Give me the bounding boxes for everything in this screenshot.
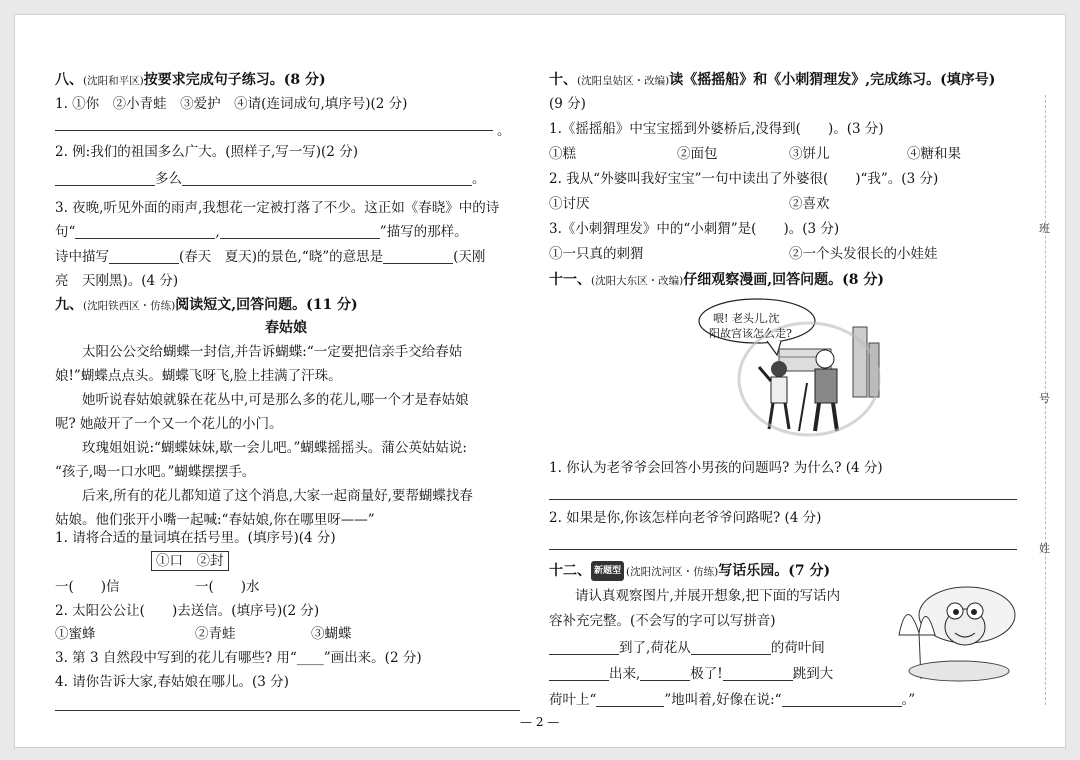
story-p4b: 姑娘。他们张开小嘴一起喊:“春姑娘,你在哪里呀——” [55,512,375,528]
answer-line[interactable] [549,549,1017,550]
right-column [549,15,1019,747]
section-10-title [549,71,995,90]
s9-q1: 1. 请将合适的量词填在括号里。(填序号)(4 分) [55,530,336,546]
s10-q2: 2. 我从“外婆叫我好宝宝”一句中读出了外婆很( )“我”。(3 分) [549,171,939,187]
section-number: 十、 [549,72,577,88]
answer-line[interactable] [55,710,520,711]
side-mark-3: 姓 [1039,542,1050,555]
section-heading: 仔细观察漫画,回答问题。(8 分) [683,272,884,288]
s10-q2-o2: ②喜欢 [789,196,830,212]
blank[interactable] [691,641,771,655]
s10-q1-o3: ③饼儿 [789,146,830,162]
text: (天刚 [453,249,486,265]
story-p4a: 后来,所有的花儿都知道了这个消息,大家一起商量好,要帮蝴蝶找春 [82,488,473,504]
source-tag: (沈阳和平区) [83,75,144,87]
s12-line-5 [549,691,915,709]
text: 极了! [690,666,723,682]
blank[interactable] [182,172,472,186]
section-heading: 阅读短文,回答问题。(11 分) [175,297,358,313]
s9-q4: 4. 请你告诉大家,春姑娘在哪儿。(3 分) [55,674,289,690]
answer-line[interactable] [55,130,493,131]
s8-q3-line-b [55,223,468,241]
s9-q2-option-1: ①蜜蜂 [55,626,96,642]
blank[interactable] [596,693,664,707]
text: 句“ [55,224,76,240]
text: 跳到大 [792,666,834,682]
story-title: 春姑娘 [265,320,307,336]
s8-q1: 1. ①你 ②小青蛙 ③爱护 ④请(连词成句,填序号)(2 分) [55,96,408,112]
blank[interactable] [723,667,793,681]
s10-q1-o2: ②面包 [677,146,718,162]
section-heading: 读《摇摇船》和《小刺猬理发》,完成练习。(填序号) [669,72,996,88]
section-11-title [549,271,884,290]
fill-word: 多么 [155,171,182,187]
text: ”地叫着,好像在说:“ [664,692,782,708]
new-type-badge: 新题型 [591,561,624,581]
section-12-title [549,561,830,581]
blank[interactable] [75,225,215,239]
s10-q3-o1: ①一只真的刺猬 [549,246,644,262]
section-number: 十二、 [549,563,591,579]
speech-line-1: 喂! 老头儿,沈 [713,312,780,325]
source-tag: (沈阳大东区・改编) [591,275,684,287]
s10-q3: 3.《小刺猬理发》中的“小刺猬”是( )。(3 分) [549,221,840,237]
s8-q2-fill: 多么 。 [55,170,486,188]
s10-q1: 1.《摇摇船》中宝宝摇到外婆桥后,没得到( )。(3 分) [549,121,884,137]
s9-q1-fill-a[interactable]: 一( )信 [55,579,120,595]
options-box: ①口 ②封 [151,551,229,571]
left-column [55,15,525,747]
period: 。 [497,123,511,139]
text: , [215,224,220,240]
text: 的荷叶间 [770,640,825,656]
section-heading: 写话乐园。(7 分) [718,563,831,579]
s10-score: (9 分) [549,96,586,112]
blank[interactable] [383,250,453,264]
s12-line-4 [549,665,833,683]
s12-line-1: 请认真观察图片,并展开想象,把下面的写话内 [575,588,841,604]
side-mark-2: 号 [1039,392,1050,405]
blank[interactable] [549,641,619,655]
s8-q2: 2. 例:我们的祖国多么广大。(照样子,写一写)(2 分) [55,144,358,160]
text: 诗中描写 [55,249,109,265]
story-p3b: “孩子,喝一口水吧。”蝴蝶摆摆手。 [55,464,256,480]
answer-line[interactable] [549,499,1017,500]
text: 到了,荷花从 [619,640,691,656]
blank[interactable] [220,225,380,239]
source-tag: (沈阳沈河区・仿练) [626,566,719,578]
blank[interactable] [782,693,902,707]
blank[interactable] [55,172,155,186]
s9-q3: 3. 第 3 自然段中写到的花儿有哪些? 用“____”画出来。(2 分) [55,650,422,666]
s10-q1-o1: ①糕 [549,146,576,162]
s11-q1: 1. 你认为老爷爷会回答小男孩的问题吗? 为什么? (4 分) [549,460,883,476]
text: 出来, [609,666,641,682]
s8-q3-line-d: 亮 天刚黑)。(4 分) [55,273,179,289]
section-9-title [55,296,358,315]
section-heading: 按要求完成句子练习。(8 分) [143,72,326,88]
blank[interactable] [549,667,609,681]
text: (春天 夏天)的景色,“晓”的意思是 [179,249,384,265]
frog-lotus-drawing [879,575,1019,685]
story-p3a: 玫瑰姐姐说:“蝴蝶妹妹,歇一会儿吧。”蝴蝶摇摇头。蒲公英姑姑说: [82,440,467,456]
s9-q2-option-2: ②青蛙 [195,626,236,642]
text: ”描写的那样。 [379,224,468,240]
section-number: 九、 [55,297,83,313]
blank[interactable] [109,250,179,264]
page-number: — 2 — [520,715,560,729]
s10-q1-o4: ④糖和果 [907,146,961,162]
section-number: 八、 [55,72,83,88]
s12-line-3 [549,639,825,657]
story-p2a: 她听说春姑娘就躲在花丛中,可是那么多的花儿,哪一个才是春姑娘 [82,392,469,408]
story-p1a: 太阳公公交给蝴蝶一封信,并告诉蝴蝶:“一定要把信亲手交给春姑 [82,344,463,360]
speech-line-2: 阳故宫该怎么走? [709,327,792,340]
s10-q3-o2: ②一个头发很长的小娃娃 [789,246,938,262]
section-number: 十一、 [549,272,591,288]
s9-q2: 2. 太阳公公让( )去送信。(填序号)(2 分) [55,603,320,619]
text: 荷叶上“ [549,692,597,708]
s10-q2-o1: ①讨厌 [549,196,590,212]
story-p2b: 呢? 她敲开了一个又一个花儿的小门。 [55,416,283,432]
s12-line-2: 容补充完整。(不会写的字可以写拼音) [549,613,776,629]
s9-q1-fill-b[interactable]: 一( )水 [195,579,260,595]
worksheet-page [14,14,1066,748]
s8-q3-line-a: 3. 夜晚,听见外面的雨声,我想花一定被打落了不少。这正如《春晓》中的诗 [55,200,500,216]
measure-word-box [151,552,229,570]
story-p1b: 娘!”蝴蝶点点头。蝴蝶飞呀飞,脸上挂满了汗珠。 [55,368,342,384]
frog-lotus-picture [879,575,1019,685]
source-tag: (沈阳铁西区・仿练) [83,300,176,312]
s8-q3-line-c [55,248,485,266]
s9-q2-option-3: ③蝴蝶 [311,626,352,642]
blank[interactable] [640,667,690,681]
side-mark-1: 班 [1039,222,1050,235]
section-8-title [55,71,326,90]
s11-q2: 2. 如果是你,你该怎样向老爷爷问路呢? (4 分) [549,510,822,526]
source-tag: (沈阳皇姑区・改编) [577,75,670,87]
text: 。” [901,692,916,708]
